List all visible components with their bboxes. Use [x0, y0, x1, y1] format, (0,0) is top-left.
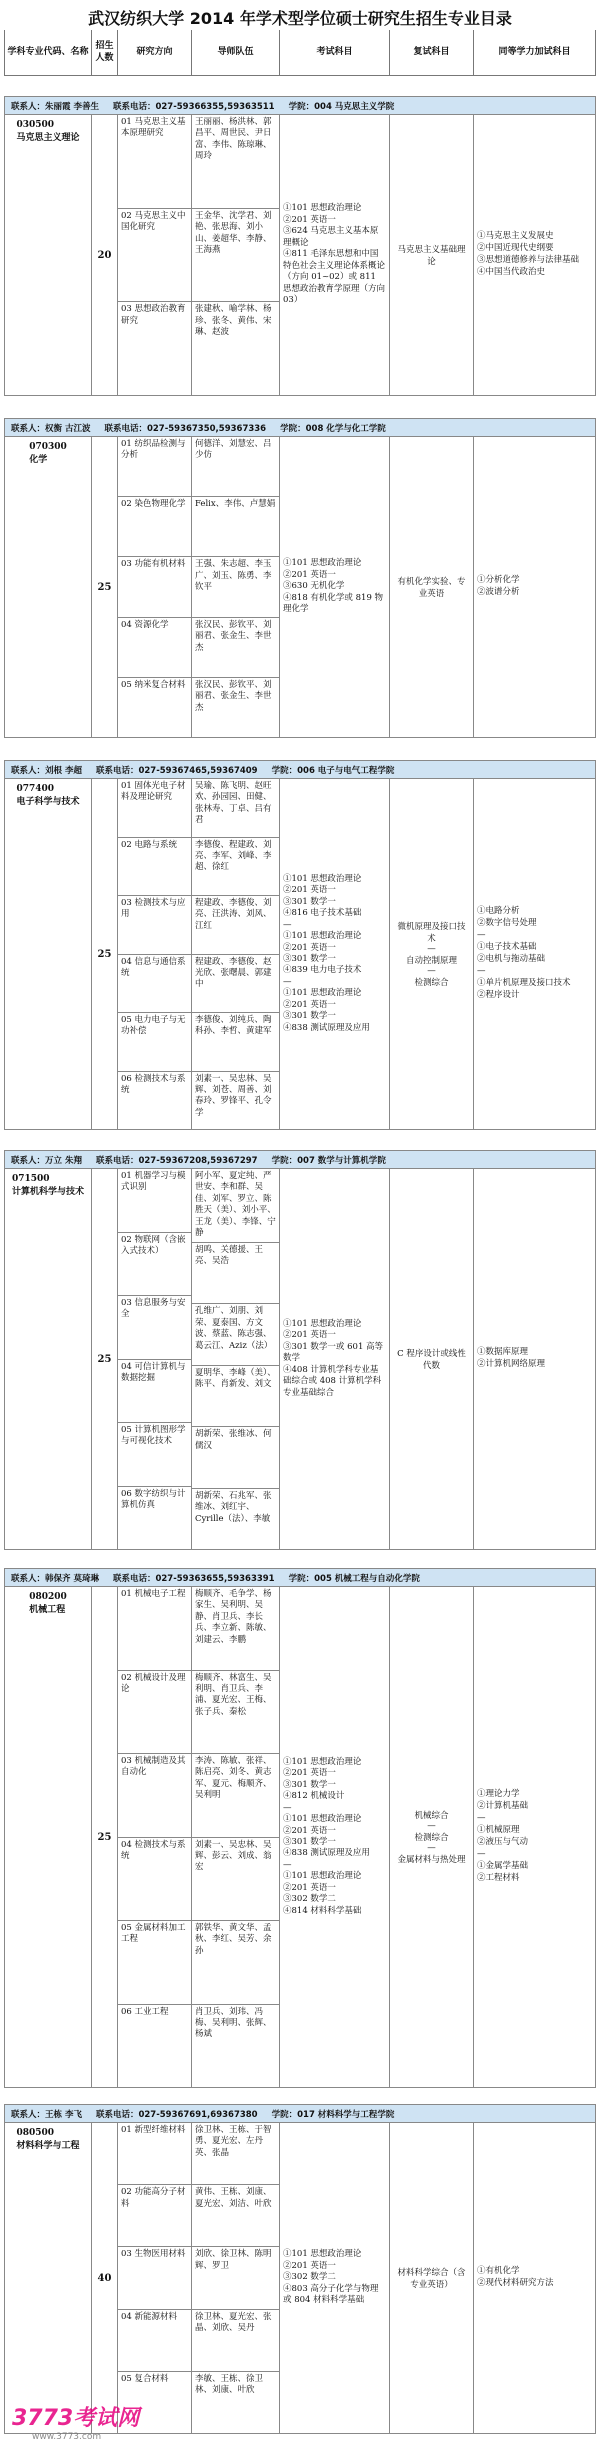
- extra-subjects: ①电路分析 ②数字信号处理 — ①电子技术基础 ②电机与拖动基础 — ①单片机原理及接口技术 ②程序设计: [473, 779, 595, 1129]
- direction-item: 05 纳米复合材料: [118, 677, 191, 737]
- program-section: [4, 418, 596, 738]
- tutor-item: 程建政、李德俊、刘亮、汪洪涛、刘风、江红: [192, 895, 279, 954]
- direction-item: 02 机械设计及理论: [118, 1670, 191, 1754]
- contact-text: 学院：006 电子与电气工程学院: [271, 765, 395, 776]
- direction-column: [117, 2123, 191, 2433]
- contact-bar: [5, 761, 595, 779]
- tutor-item: 夏明华、李峰（美）、陈平、肖新发、刘文: [192, 1365, 279, 1426]
- direction-item: 04 检测技术与系统: [118, 1837, 191, 1921]
- direction-item: 03 机械制造及其自动化: [118, 1753, 191, 1837]
- direction-column: [117, 437, 191, 737]
- header-major: 学科专业代码、名称: [7, 46, 89, 57]
- quota: 40: [91, 2123, 117, 2433]
- contact-text: 学院：005 机械工程与自动化学院: [288, 1573, 420, 1584]
- direction-item: 05 电力电子与无功补偿: [118, 1012, 191, 1071]
- header-tutors: 导师队伍: [191, 30, 279, 75]
- major-name: 071500 计算机科学与技术: [11, 1174, 84, 1197]
- exam-subjects: ①101 思想政治理论 ②201 英语一 ③624 马克思主义基本原理概论 ④811 毛泽东思想和中国特色社会主义理论体系概论（方向 01~02）或 811 思想政治教育学原理（方向 03）: [279, 115, 389, 395]
- tutor-item: 胡新荣、张维冰、何儒汉: [192, 1426, 279, 1487]
- tutor-item: 李德俊、刘纯兵、陶科孙、李哲、黄建军: [192, 1012, 279, 1071]
- tutor-column: [191, 2123, 279, 2433]
- direction-item: 03 检测技术与应用: [118, 895, 191, 954]
- extra-subjects: ①数据库原理 ②计算机网络原理: [473, 1169, 595, 1549]
- contact-text: 学院：007 数学与计算机学院: [271, 1155, 386, 1166]
- contact-text: 学院：017 材料科学与工程学院: [271, 2109, 395, 2120]
- tutor-item: 郭铁华、黄文华、孟秋、李红、吴芳、余孙: [192, 1920, 279, 2004]
- retest-subjects: C 程序设计或线性代数: [389, 1169, 473, 1549]
- contact-bar: [5, 2105, 595, 2123]
- tutor-item: 王金华、沈学君、刘艳、张思海、刘小山、姜超华、李静、王海燕: [192, 208, 279, 302]
- contact-bar: [5, 97, 595, 115]
- direction-item: 05 复合材料: [118, 2371, 191, 2433]
- exam-subjects: ①101 思想政治理论 ②201 英语一 ③630 无机化学 ④818 有机化学或 819 物理化学: [279, 437, 389, 737]
- tutor-column: [191, 115, 279, 395]
- contact-text: 联系人：刘根 李超: [11, 765, 82, 776]
- direction-item: 01 马克思主义基本原理研究: [121, 117, 186, 139]
- tutor-item: 梅顺齐、林富生、吴利明、肖卫兵、李浦、夏光宏、王梅、张子兵、秦松: [192, 1670, 279, 1754]
- quota: 25: [91, 437, 117, 737]
- direction-item: 01 固体光电子材料及理论研究: [121, 781, 186, 803]
- tutor-column: [191, 779, 279, 1129]
- extra-subjects: ①分析化学 ②波谱分析: [473, 437, 595, 737]
- watermark-logo: 3773考试网 www.3773.com: [12, 2406, 140, 2442]
- exam-subjects: ①101 思想政治理论 ②201 英语一 ③302 数学二 ④803 高分子化学与物理或 804 材料科学基础: [279, 2123, 389, 2433]
- exam-subjects: ①101 思想政治理论 ②201 英语一 ③301 数学一 ④816 电子技术基础 — ①101 思想政治理论 ②201 英语一 ③301 数学一 ④839 电力电子技术 — ①101 思想政治理论 ②201 英语一 ③301 数学一 ④838 测试原理及应用: [279, 779, 389, 1129]
- contact-text: 学院：004 马克思主义学院: [288, 101, 395, 112]
- direction-column: [117, 1587, 191, 2087]
- direction-item: 04 信息与通信系统: [118, 954, 191, 1013]
- program-section: [4, 1568, 596, 2088]
- tutor-column: [191, 1587, 279, 2087]
- extra-subjects: ①理论力学 ②计算机基础 — ①机械原理 ②液压与气动 — ①金属学基础 ②工程材料: [473, 1587, 595, 2087]
- direction-item: 03 功能有机材料: [118, 556, 191, 616]
- direction-item: 01 纺织品检测与分析: [121, 439, 186, 461]
- major-name: 080500 材料科学与工程: [16, 2128, 80, 2151]
- program-section: [4, 760, 596, 1130]
- contact-text: 联系电话：027-59367208,59367297: [95, 1155, 258, 1166]
- tutor-item: 程建政、李德俊、赵光欣、张曙晨、郭建中: [192, 954, 279, 1013]
- direction-item: 04 新能源材料: [118, 2309, 191, 2371]
- direction-item: 02 电路与系统: [118, 837, 191, 896]
- extra-subjects: ①有机化学 ②现代材料研究方法: [473, 2123, 595, 2433]
- tutor-item: 刘欣、徐卫林、陈明辉、罗卫: [192, 2246, 279, 2308]
- direction-column: [117, 115, 191, 395]
- retest-subjects: 机械综合 — 检测综合 — 金属材料与热处理: [389, 1587, 473, 2087]
- header-exams: 考试科目: [279, 30, 389, 75]
- major-name: 030500 马克思主义理论: [16, 120, 80, 143]
- extra-subjects: ①马克思主义发展史 ②中国近现代史纲要 ③思想道德修养与法律基础 ④中国当代政治史: [473, 115, 595, 395]
- tutor-item: Felix、李伟、卢慧娟: [192, 496, 279, 556]
- contact-text: 联系人：权衡 古江波: [11, 423, 91, 434]
- contact-bar: [5, 1569, 595, 1587]
- direction-item: 06 工业工程: [118, 2004, 191, 2088]
- tutor-item: 阿小军、夏定纯、严世安、李和群、吴佳、刘军、罗立、陈胜天（美）、刘小平、王龙（美）、李锋、宁静: [195, 1171, 276, 1239]
- tutor-item: 肖卫兵、刘玮、冯梅、吴利明、张辉、杨斌: [192, 2004, 279, 2088]
- retest-subjects: 微机原理及接口技术 — 自动控制原理 — 检测综合: [389, 779, 473, 1129]
- major-name: 077400 电子科学与技术: [16, 784, 80, 807]
- quota: 25: [91, 1587, 117, 2087]
- exam-subjects: ①101 思想政治理论 ②201 英语一 ③301 数学一 ④812 机械设计 — ①101 思想政治理论 ②201 英语一 ③301 数学一 ④838 测试原理及应用 — ①101 思想政治理论 ②201 英语一 ③302 数学二 ④814 材料科学基础: [279, 1587, 389, 2087]
- direction-item: 02 马克思主义中国化研究: [118, 208, 191, 302]
- direction-item: 05 金属材料加工工程: [118, 1920, 191, 2004]
- program-section: [4, 1150, 596, 1550]
- tutor-item: 李德俊、程建政、刘亮、李军、刘峰、李超、徐红: [192, 837, 279, 896]
- contact-text: 联系电话：027-59366355,59363511: [112, 101, 275, 112]
- contact-text: 联系人：王栋 李飞: [11, 2109, 82, 2120]
- tutor-item: 吴瑜、陈飞明、赵旺欢、孙园园、田健、张林寿、丁卓、吕有君: [195, 781, 272, 826]
- tutor-column: [191, 437, 279, 737]
- contact-bar: [5, 1151, 595, 1169]
- quota: 20: [91, 115, 117, 395]
- contact-text: 联系电话：027-59367465,59367409: [95, 765, 258, 776]
- tutor-item: 刘素一、吴忠林、吴辉、刘苍、周善、刘春玲、罗锋平、孔令学: [192, 1071, 279, 1130]
- tutor-item: 张建秋、喻学林、杨珍、张冬、黄伟、宋琳、赵波: [192, 301, 279, 395]
- contact-text: 联系电话：027-59367691,69367380: [95, 2109, 258, 2120]
- exam-subjects: ①101 思想政治理论 ②201 英语一 ③301 数学一或 601 高等数学 ④408 计算机学科专业基础综合或 408 计算机学科专业基础综合: [279, 1169, 389, 1549]
- program-section: [4, 96, 596, 396]
- tutor-item: 徐卫林、王栋、于智勇、夏光宏、左丹英、张晶: [195, 2125, 272, 2158]
- direction-item: 03 信息服务与安全: [118, 1295, 191, 1359]
- header-direction: 研究方向: [117, 30, 191, 75]
- major-name: 070300 化学: [29, 442, 67, 465]
- table-header: [4, 30, 596, 76]
- quota: 25: [91, 1169, 117, 1549]
- header-quota: 招生人数: [91, 30, 117, 75]
- program-section: [4, 2104, 596, 2434]
- direction-item: 01 新型纤维材料: [121, 2125, 186, 2135]
- tutor-item: 孔维广、刘朋、刘荣、夏泰国、方文波、蔡蓝、陈志强、葛云江、Aziz（法）: [192, 1303, 279, 1364]
- direction-column: [117, 1169, 191, 1549]
- direction-item: 02 物联网（含嵌入式技术）: [118, 1232, 191, 1296]
- tutor-item: 徐卫林、夏光宏、张晶、刘欣、吴丹: [192, 2309, 279, 2371]
- direction-item: 01 机器学习与模式识别: [121, 1171, 186, 1193]
- direction-item: 06 数字纺织与计算机仿真: [118, 1486, 191, 1550]
- direction-item: 04 可信计算机与数据挖掘: [118, 1359, 191, 1423]
- direction-item: 01 机械电子工程: [121, 1589, 186, 1599]
- tutor-item: 刘素一、吴忠林、吴辉、彭云、刘成、翁宏: [192, 1837, 279, 1921]
- tutor-item: 梅顺齐、毛争学、杨家生、吴利明、吴静、肖卫兵、李长兵、李立新、陈敏、刘建云、李鹏: [195, 1589, 272, 1645]
- tutor-item: 何德洋、刘慧宏、吕少仿: [195, 439, 272, 461]
- tutor-item: 王强、朱志超、李玉广、刘玉、陈勇、李钦平: [192, 556, 279, 616]
- retest-subjects: 材料科学综合（含专业英语）: [389, 2123, 473, 2433]
- tutor-column: [191, 1169, 279, 1549]
- direction-column: [117, 779, 191, 1129]
- tutor-item: 王丽丽、杨洪林、郭昌平、周世民、尹日富、李伟、陈琼琳、周玲: [195, 117, 272, 162]
- direction-item: 03 思想政治教育研究: [118, 301, 191, 395]
- retest-subjects: 马克思主义基础理论: [389, 115, 473, 395]
- tutor-item: 李涛、陈敏、张祥、陈启亮、刘冬、黄志军、夏元、梅顺齐、吴利明: [192, 1753, 279, 1837]
- retest-subjects: 有机化学实验、专业英语: [389, 437, 473, 737]
- header-extra: 同等学力加试科目: [473, 30, 595, 75]
- contact-bar: [5, 419, 595, 437]
- contact-text: 联系电话：027-59363655,59363391: [112, 1573, 275, 1584]
- tutor-item: 张汉民、彭钦平、刘丽君、张金生、李世杰: [192, 617, 279, 677]
- tutor-item: 胡新荣、石兆军、张维冰、刘红宇、Cyrille（法）、李敏: [192, 1488, 279, 1549]
- direction-item: 04 资源化学: [118, 617, 191, 677]
- page-title: 武汉纺织大学 2014 年学术型学位硕士研究生招生专业目录: [88, 9, 512, 28]
- contact-text: 联系人：万立 朱翔: [11, 1155, 82, 1166]
- tutor-item: 张汉民、彭钦平、刘丽君、张金生、李世杰: [192, 677, 279, 737]
- contact-text: 联系人：朱丽霞 李善生: [11, 101, 99, 112]
- direction-item: 02 功能高分子材料: [118, 2184, 191, 2246]
- tutor-item: 李敏、王栋、徐卫林、刘康、叶欣: [192, 2371, 279, 2433]
- contact-text: 联系人：韩保齐 莫琦琳: [11, 1573, 99, 1584]
- tutor-item: 黄伟、王栋、刘康、夏光宏、刘洁、叶欣: [192, 2184, 279, 2246]
- quota: 25: [91, 779, 117, 1129]
- contact-text: 联系电话：027-59367350,59367336: [104, 423, 267, 434]
- major-name: 080200 机械工程: [29, 1592, 67, 1615]
- direction-item: 05 计算机图形学与可视化技术: [118, 1422, 191, 1486]
- header-retest: 复试科目: [389, 30, 473, 75]
- direction-item: 06 检测技术与系统: [118, 1071, 191, 1130]
- direction-item: 02 染色物理化学: [118, 496, 191, 556]
- tutor-item: 胡鸣、关德援、王亮、吴浩: [192, 1242, 279, 1303]
- direction-item: 03 生物医用材料: [118, 2246, 191, 2308]
- contact-text: 学院：008 化学与化工学院: [280, 423, 386, 434]
